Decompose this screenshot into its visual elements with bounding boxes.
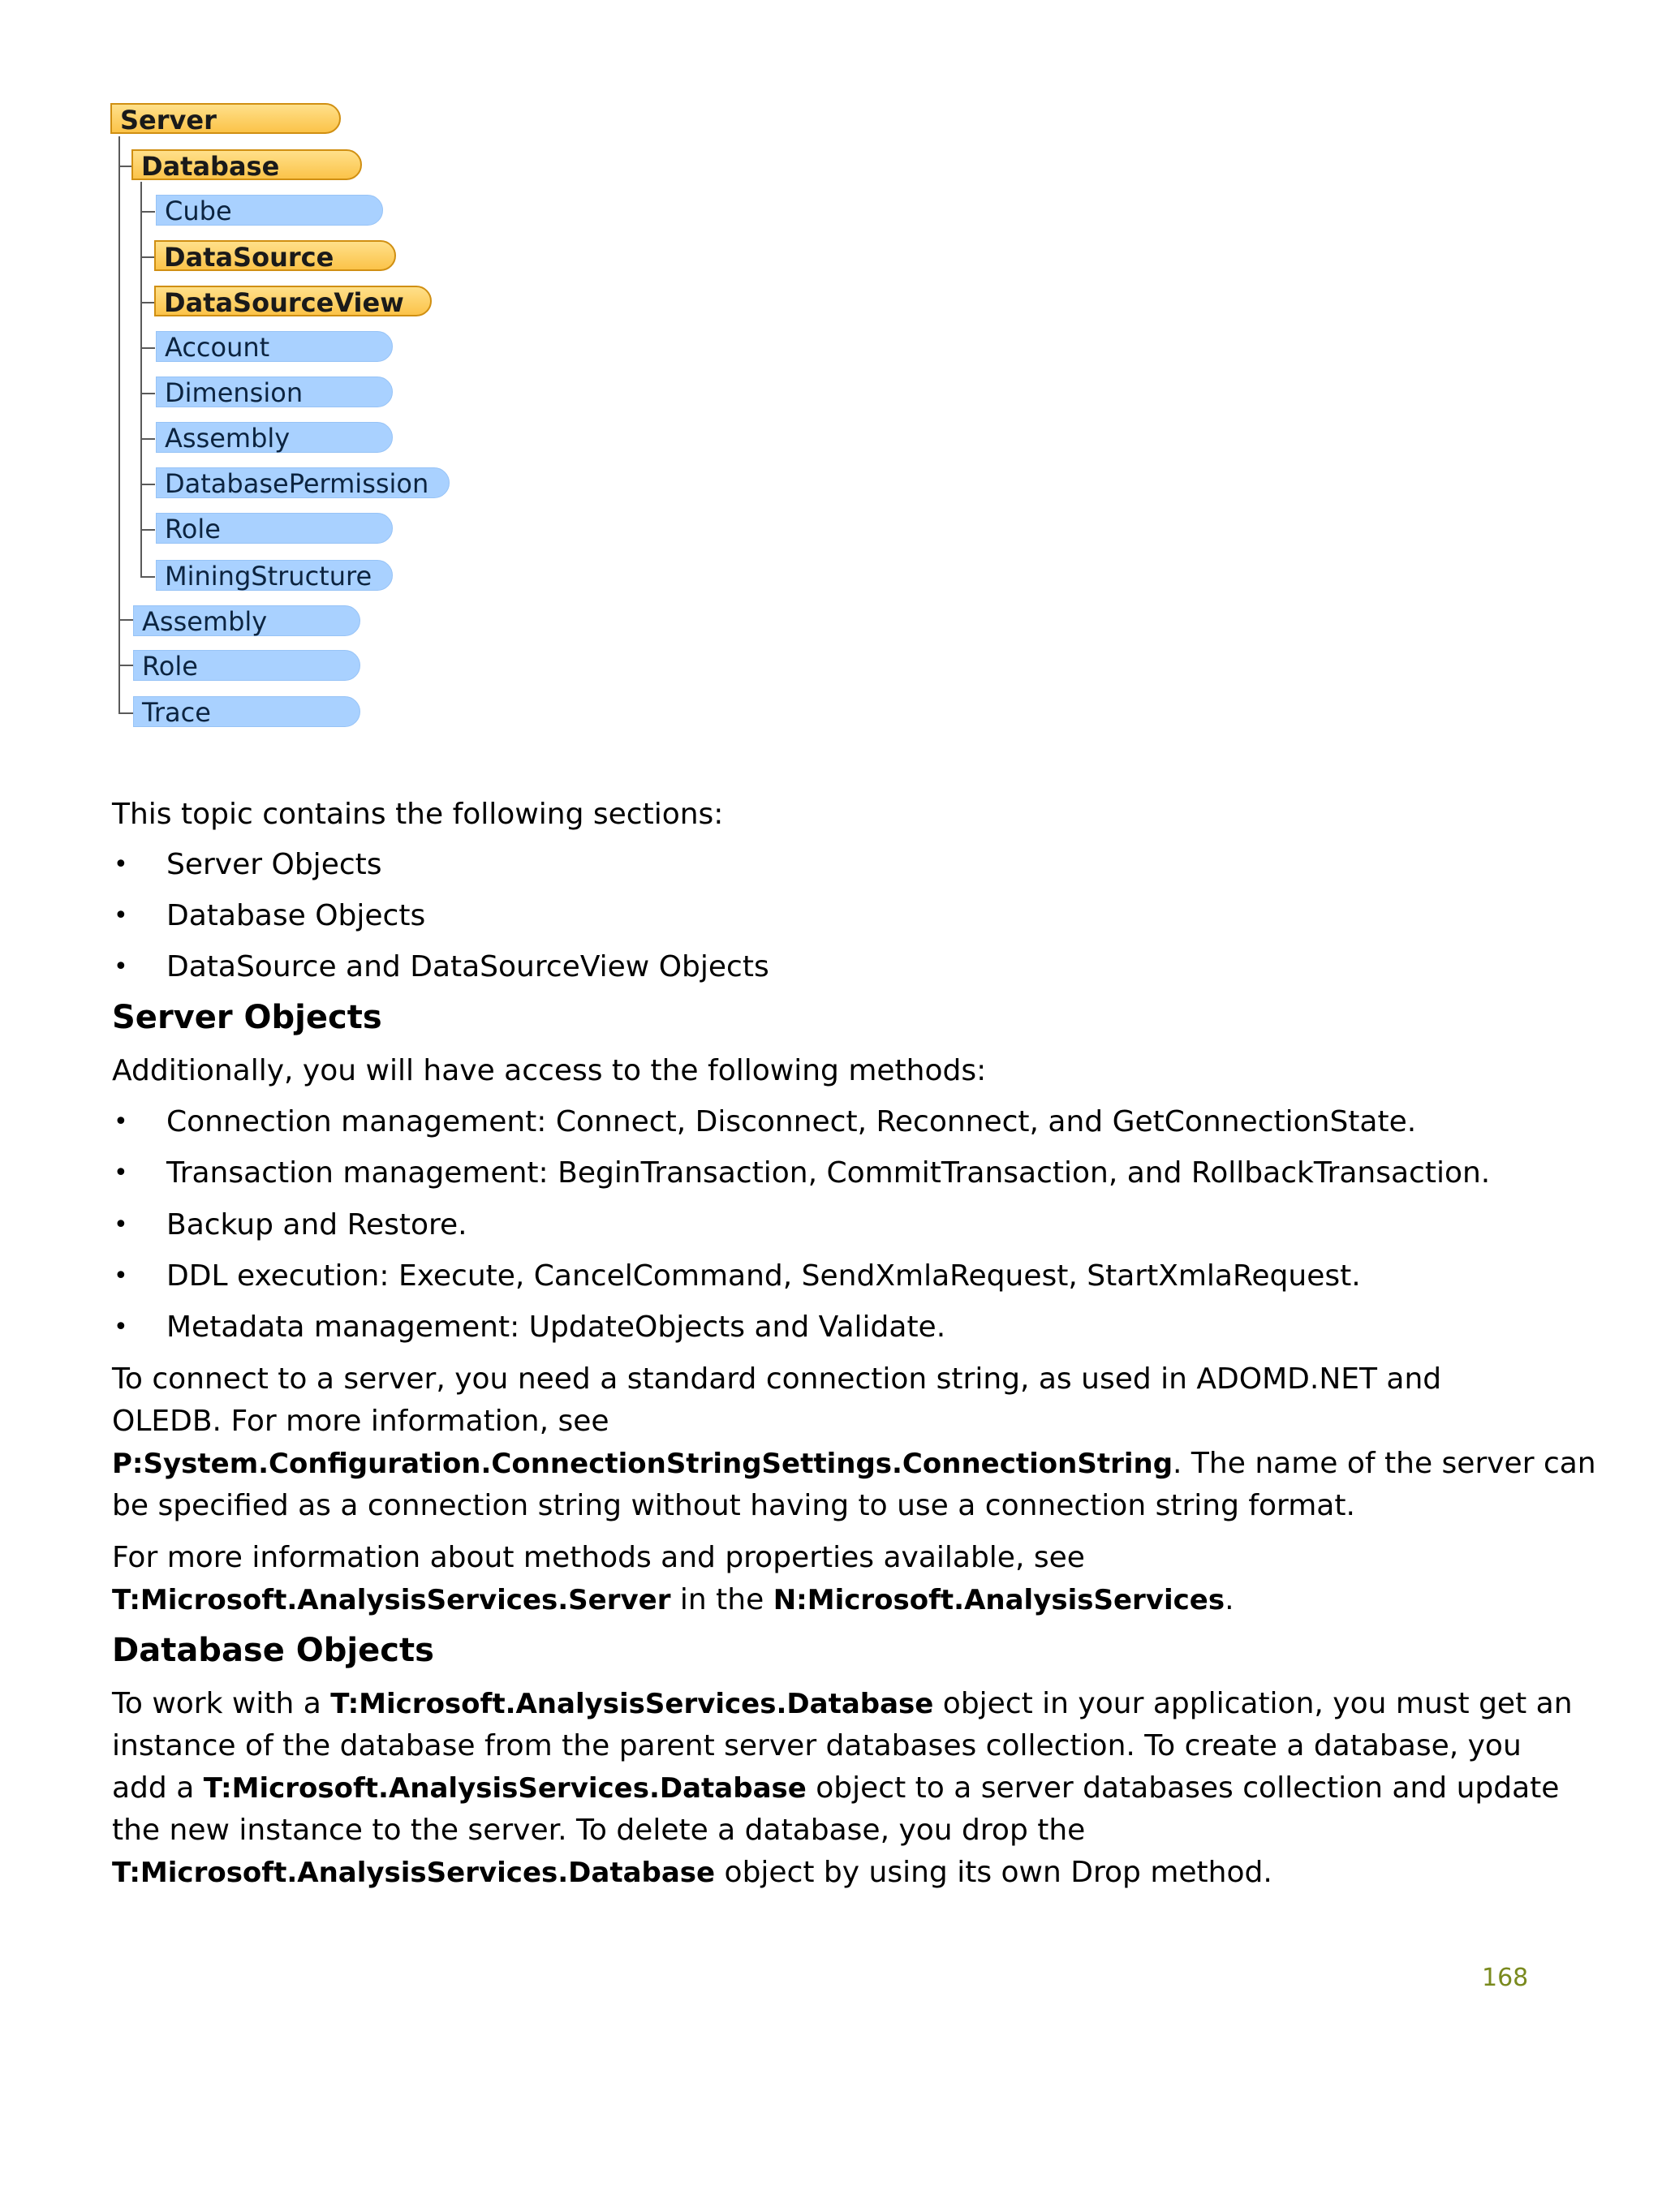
tree-connector xyxy=(140,438,155,440)
tree-node-cube: Cube xyxy=(156,195,383,226)
tree-connector xyxy=(140,211,155,213)
connect-paragraph-line: be specified as a connection string without having to use a connection string format. xyxy=(112,1489,1355,1522)
tree-connector xyxy=(140,256,155,258)
bullet: • xyxy=(114,1313,128,1341)
tree-connector xyxy=(140,302,155,303)
bullet: • xyxy=(114,1211,128,1239)
text-span: To work with a xyxy=(112,1687,331,1720)
section-link-datasource-objects[interactable]: DataSource and DataSourceView Objects xyxy=(166,950,769,983)
connection-string-link[interactable]: P:System.Configuration.ConnectionStringSettings.ConnectionString xyxy=(112,1448,1173,1480)
database-paragraph-line: instance of the database from the parent server databases collection. To create a database, you xyxy=(112,1729,1522,1762)
database-paragraph-line xyxy=(112,1683,1573,1725)
tree-connector xyxy=(140,182,142,578)
tree-node-role: Role xyxy=(133,650,360,681)
bullet: • xyxy=(114,1108,128,1136)
method-item: Transaction management: BeginTransaction, CommitTransaction, and RollbackTransaction. xyxy=(166,1156,1491,1190)
method-item: Backup and Restore. xyxy=(166,1208,467,1242)
database-class-link[interactable]: T:Microsoft.AnalysisServices.Database xyxy=(203,1772,807,1805)
text-span: object to a server databases collection and update xyxy=(806,1771,1560,1805)
more-info-line: For more information about methods and properties available, see xyxy=(112,1541,1085,1574)
tree-node-account: Account xyxy=(156,331,393,362)
bullet: • xyxy=(114,902,128,930)
tree-connector xyxy=(140,393,155,394)
text-span: in the xyxy=(670,1583,773,1616)
bullet: • xyxy=(114,1262,128,1290)
tree-node-role: Role xyxy=(156,513,393,544)
text-span: add a xyxy=(112,1771,204,1805)
tree-connector xyxy=(140,347,155,349)
namespace-link[interactable]: N:Microsoft.AnalysisServices xyxy=(773,1584,1225,1616)
tree-node-dimension: Dimension xyxy=(156,377,393,407)
tree-node-assembly: Assembly xyxy=(133,605,360,636)
object-hierarchy-diagram xyxy=(0,0,568,779)
tree-node-server: Server xyxy=(110,103,341,134)
connect-paragraph-line xyxy=(112,1443,1596,1485)
text-span: object in your application, you must get an xyxy=(933,1687,1573,1720)
database-paragraph-line xyxy=(112,1852,1272,1894)
intro-text: This topic contains the following sections: xyxy=(112,798,724,831)
tree-node-datasourceview: DataSourceView xyxy=(154,286,432,316)
method-item: Connection management: Connect, Disconnect, Reconnect, and GetConnectionState. xyxy=(166,1105,1417,1138)
method-item: DDL execution: Execute, CancelCommand, SendXmlaRequest, StartXmlaRequest. xyxy=(166,1259,1361,1293)
connect-paragraph-line: To connect to a server, you need a standard connection string, as used in ADOMD.NET and xyxy=(112,1362,1442,1396)
database-class-link[interactable]: T:Microsoft.AnalysisServices.Database xyxy=(330,1688,934,1720)
more-info-line xyxy=(112,1579,1234,1621)
text-span: . The name of the server can xyxy=(1173,1447,1596,1480)
database-paragraph-line xyxy=(112,1767,1559,1810)
bullet: • xyxy=(114,1159,128,1187)
bullet: • xyxy=(114,850,128,879)
text-span: . xyxy=(1225,1583,1234,1616)
heading-database-objects: Database Objects xyxy=(112,1632,434,1669)
tree-node-databasepermission: DatabasePermission xyxy=(156,467,450,498)
method-item: Metadata management: UpdateObjects and Validate. xyxy=(166,1310,946,1344)
tree-node-assembly: Assembly xyxy=(156,422,393,453)
database-class-link[interactable]: T:Microsoft.AnalysisServices.Database xyxy=(112,1857,716,1889)
text-span: object by using its own Drop method. xyxy=(715,1856,1272,1889)
tree-connector xyxy=(118,665,133,666)
section-link-server-objects[interactable]: Server Objects xyxy=(166,848,382,881)
tree-connector xyxy=(140,529,155,531)
tree-connector xyxy=(140,576,155,578)
tree-node-trace: Trace xyxy=(133,696,360,727)
server-class-link[interactable]: T:Microsoft.AnalysisServices.Server xyxy=(112,1584,671,1616)
heading-server-objects: Server Objects xyxy=(112,999,382,1036)
connect-paragraph-line: OLEDB. For more information, see xyxy=(112,1405,609,1438)
tree-node-miningstructure: MiningStructure xyxy=(156,560,393,591)
section-link-database-objects[interactable]: Database Objects xyxy=(166,899,426,932)
tree-connector xyxy=(118,136,120,714)
database-paragraph-line: the new instance to the server. To delete a database, you drop the xyxy=(112,1814,1086,1847)
server-objects-lead: Additionally, you will have access to the following methods: xyxy=(112,1054,987,1087)
tree-connector xyxy=(118,712,133,714)
tree-connector xyxy=(118,619,133,621)
tree-connector xyxy=(140,484,155,485)
tree-node-database: Database xyxy=(131,149,362,180)
bullet: • xyxy=(114,953,128,981)
tree-node-datasource: DataSource xyxy=(154,240,396,271)
page-number: 168 xyxy=(1482,1964,1529,1992)
